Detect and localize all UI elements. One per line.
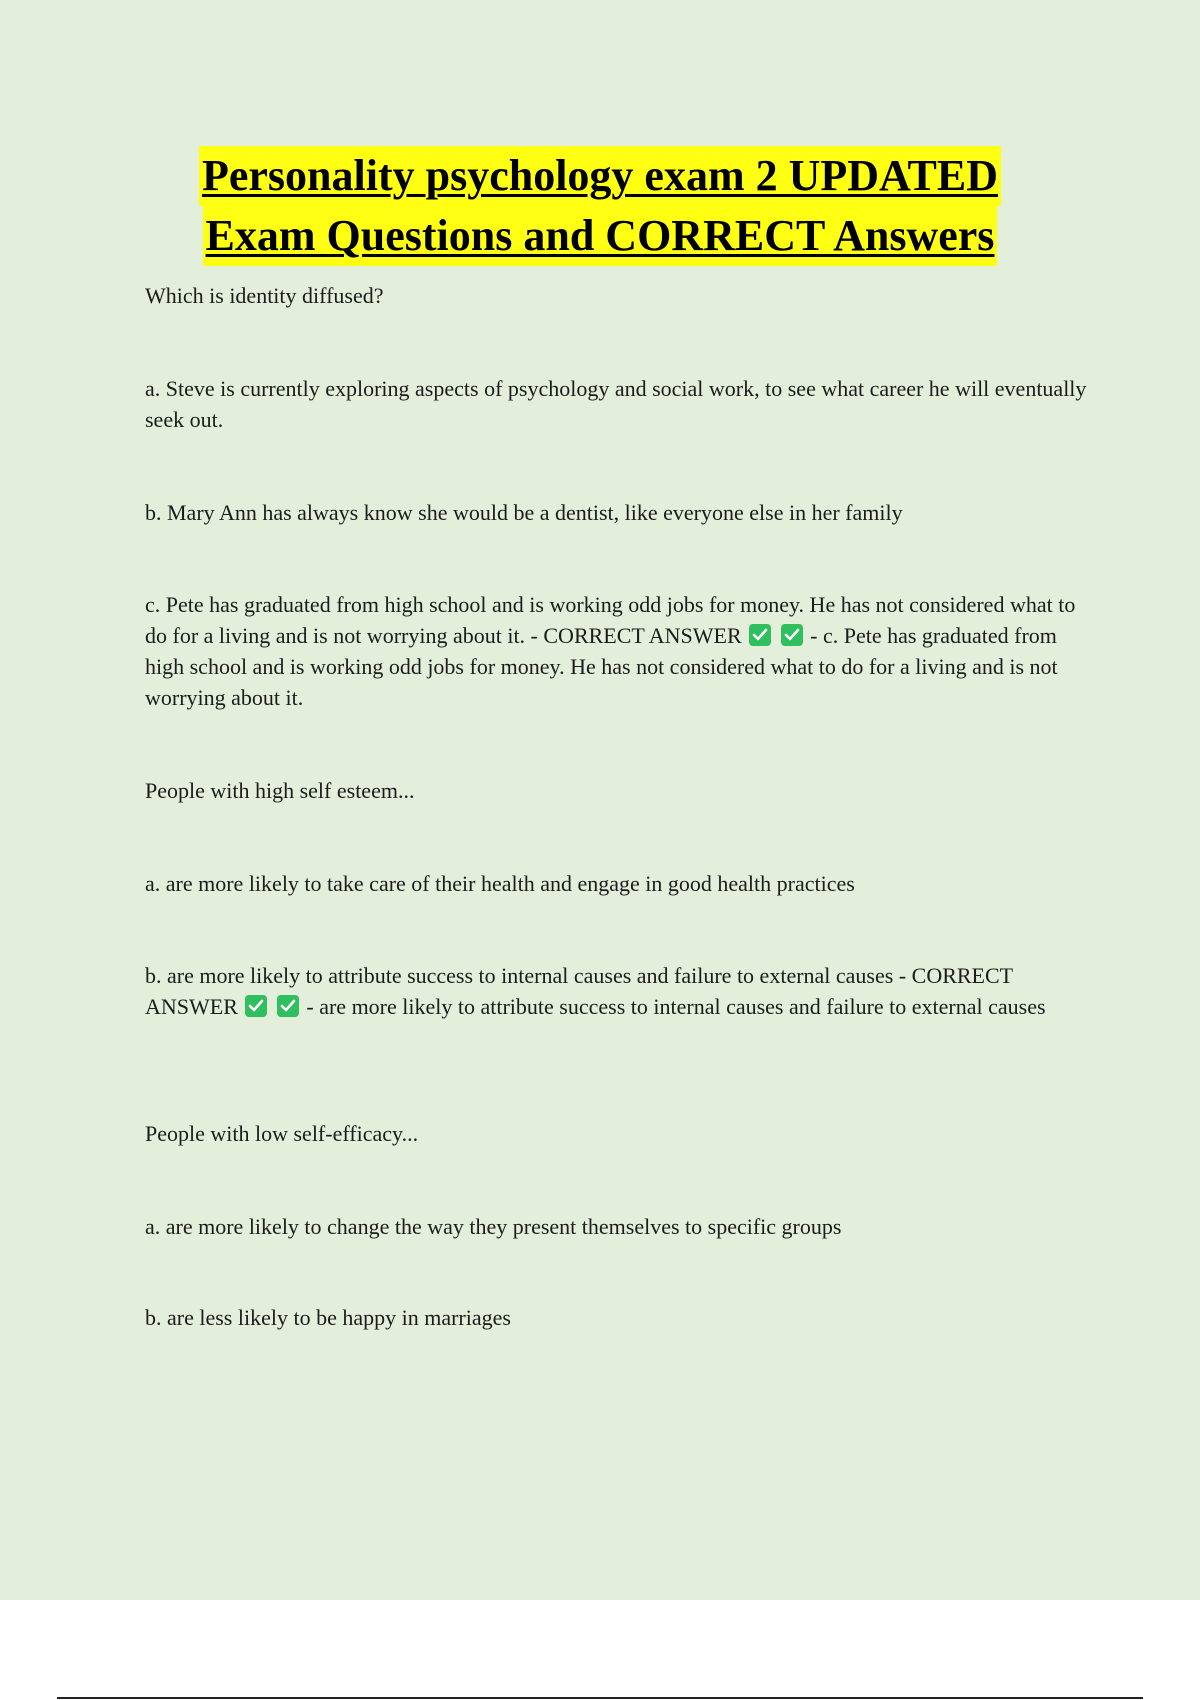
question-1-option-c-text: c. Pete has graduated from high school and is working odd jobs for money. He has not considered what to do for a living and is not worrying about it. - CORRECT ANSWER xyxy=(145,592,1076,648)
question-3-option-a: a. are more likely to change the way they present themselves to specific groups xyxy=(145,1214,842,1239)
title-line-2: Exam Questions and CORRECT Answers xyxy=(203,206,998,266)
check-mark-icon xyxy=(277,995,299,1017)
question-2-option-b xyxy=(145,960,1090,1022)
question-1-option-b: b. Mary Ann has always know she would be a dentist, like everyone else in her family xyxy=(145,500,903,525)
question-1-correct-answer: - c. Pete has graduated from high school and is working odd jobs for money. He has not considered what to do for a living and is not worrying about it. xyxy=(145,623,1058,710)
question-2-option-b-text: b. are more likely to attribute success to internal causes and failure to external causes - CORRECT ANSWER xyxy=(145,963,1013,1019)
question-3-option-b: b. are less likely to be happy in marriages xyxy=(145,1305,511,1330)
question-2-correct-answer: - are more likely to attribute success to internal causes and failure to external causes xyxy=(306,994,1046,1019)
footer-divider xyxy=(57,1697,1143,1699)
question-1-option-a: a. Steve is currently exploring aspects of psychology and social work, to see what career he will eventually seek out. xyxy=(145,376,1087,432)
check-mark-icon xyxy=(781,624,803,646)
question-1-option-c xyxy=(145,589,1090,713)
question-2-option-a: a. are more likely to take care of their health and engage in good health practices xyxy=(145,871,855,896)
question-3-prompt: People with low self-efficacy... xyxy=(145,1121,419,1146)
question-2-prompt: People with high self esteem... xyxy=(145,778,415,803)
document-title xyxy=(0,146,1200,266)
title-line-1: Personality psychology exam 2 UPDATED xyxy=(199,146,1001,206)
question-1-prompt: Which is identity diffused? xyxy=(145,283,384,308)
check-mark-icon xyxy=(749,624,771,646)
check-mark-icon xyxy=(245,995,267,1017)
